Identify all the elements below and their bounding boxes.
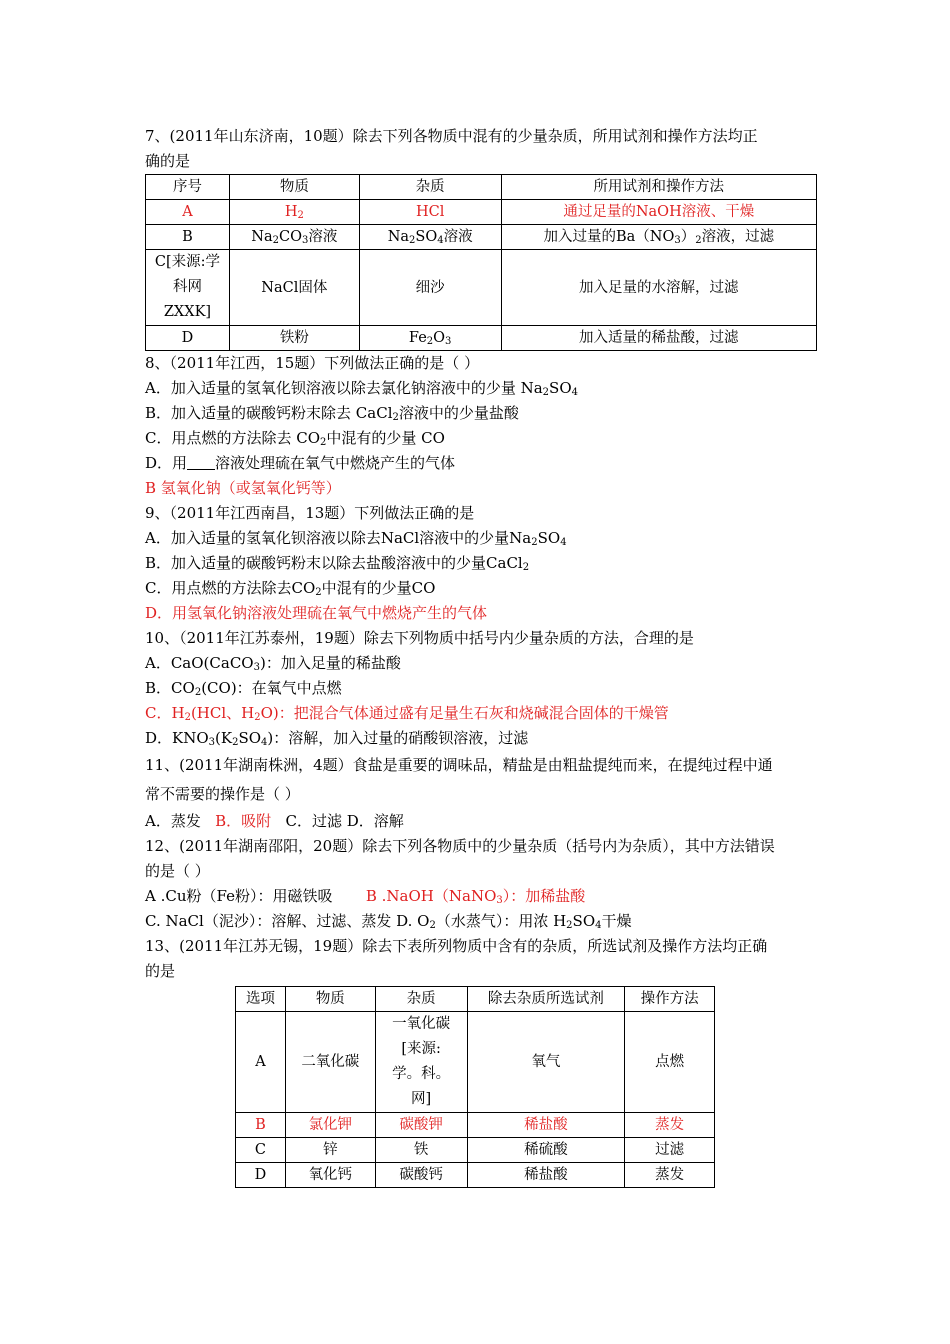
cell-reagent: 氧气 [467, 1012, 625, 1113]
table-header-row [236, 987, 715, 1012]
table-row [236, 1138, 715, 1163]
cell-operation: 蒸发 [625, 1113, 715, 1138]
cell-material: 二氧化碳 [285, 1012, 375, 1113]
q10-stem: 10、（2011年江苏泰州，19题）除去下列物质中括号内少量杂质的方法，合理的是 [145, 629, 694, 647]
header-cell: 杂质 [359, 175, 501, 200]
cell-operation: 点燃 [625, 1012, 715, 1113]
cell-material: NaCl固体 [229, 250, 359, 326]
table-row [146, 225, 817, 250]
cell-id: A [236, 1012, 286, 1113]
header-cell: 除去杂质所选试剂 [467, 987, 625, 1012]
q8-option-b: B．加入适量的碳酸钙粉末除去 CaCl$_2$溶液中的少量盐酸 [145, 404, 519, 423]
cell-reagent: 稀盐酸 [467, 1113, 625, 1138]
cell-impurity: $Na_2SO_4$溶液 [359, 225, 501, 250]
q12-stem-line2: 的是（ ） [145, 862, 210, 880]
cell-operation: 过滤 [625, 1138, 715, 1163]
cell-id: C[来源:学 科网 ZXXK] [146, 250, 230, 326]
cell-material: $Na_2CO_3$溶液 [229, 225, 359, 250]
cell-reagent: 稀硫酸 [467, 1138, 625, 1163]
table-header-row [146, 175, 817, 200]
q13-table [235, 986, 715, 1188]
cell-material: 铁粉 [229, 326, 359, 351]
header-cell: 物质 [285, 987, 375, 1012]
q13-stem-line1: 13、(2011年江苏无锡，19题）除去下表所列物质中含有的杂质，所选试剂及操作方法均正确 [145, 937, 768, 955]
cell-material: 氧化钙 [285, 1163, 375, 1188]
cell-material: 氯化钾 [285, 1113, 375, 1138]
cell-method: 加入过量的$Ba(NO_3)_2$溶液，过滤 [501, 225, 816, 250]
cell-material: $H_2$ [229, 200, 359, 225]
q8-answer: B 氢氧化钠（或氢氧化钙等） [145, 479, 341, 497]
q8-option-d: D．用 溶液处理硫在氧气中燃烧产生的气体 [145, 454, 456, 472]
q11-stem-line1: 11、(2011年湖南株洲，4题）食盐是重要的调味品，精盐是由粗盐提纯而来，在提纯过程中通 [145, 756, 773, 774]
cell-reagent: 稀盐酸 [467, 1163, 625, 1188]
q9-stem: 9、（2011年江西南昌，13题）下列做法正确的是 [145, 504, 475, 522]
q7-stem-line1: 7、(2011年山东济南，10题）除去下列各物质中混有的少量杂质，所用试剂和操作方法均正 [145, 127, 758, 145]
q11-stem-line2: 常不需要的操作是（ ） [145, 785, 300, 803]
table-row [236, 1012, 715, 1113]
header-cell: 物质 [229, 175, 359, 200]
cell-id: B [146, 225, 230, 250]
cell-id: A [146, 200, 230, 225]
cell-impurity: 细沙 [359, 250, 501, 326]
cell-impurity: 碳酸钾 [375, 1113, 467, 1138]
q10-option-a: A．CaO(CaCO$_3$)：加入足量的稀盐酸 [145, 654, 401, 673]
q8-option-a: A．加入适量的氢氧化钡溶液以除去氯化钠溶液中的少量 $Na_2SO_4$ [145, 379, 578, 398]
fill-blank [187, 453, 215, 470]
cell-impurity: 一氧化碳 [来源: 学。科。 网] [375, 1012, 467, 1113]
cell-id: B [236, 1113, 286, 1138]
q10-option-b: B．$CO_2(CO)$：在氧气中点燃 [145, 679, 342, 698]
cell-material: 锌 [285, 1138, 375, 1163]
cell-id: D [146, 326, 230, 351]
cell-id: C [236, 1138, 286, 1163]
q13-stem-line2: 的是 [145, 962, 176, 980]
q7-stem-line2: 确的是 [145, 152, 191, 170]
cell-impurity: $Fe_2O_3$ [359, 326, 501, 351]
header-cell: 杂质 [375, 987, 467, 1012]
document-page [145, 124, 817, 1188]
q10-option-c-answer: C．$H_2(HCl$、$H_2O$)：把混合气体通过盛有足量生石灰和烧碱混合固体的干燥管 [145, 704, 669, 723]
q9-option-c: C．用点燃的方法除去$CO_2$中混有的少量CO [145, 579, 436, 598]
q12-stem-line1: 12、(2011年湖南邵阳，20题）除去下列各物质中的少量杂质（括号内为杂质），其中方法错误 [145, 837, 775, 855]
cell-id: D [236, 1163, 286, 1188]
table-row [146, 250, 817, 326]
q12-options-cd: C. NaCl（泥沙）：溶解、过滤、蒸发 D. $O_2$（水蒸气）：用浓 $H_2SO_4$干燥 [145, 912, 632, 931]
cell-method: 加入足量的水溶解，过滤 [501, 250, 816, 326]
table-row [236, 1163, 715, 1188]
q7-table [145, 174, 817, 351]
q11-answer: B．吸附 [215, 812, 272, 830]
cell-impurity: 碳酸钙 [375, 1163, 467, 1188]
cell-method: 通过足量的NaOH溶液、干燥 [501, 200, 816, 225]
q8-option-c: C．用点燃的方法除去 $CO_2$中混有的少量 CO [145, 429, 445, 448]
header-cell: 序号 [146, 175, 230, 200]
table-row [146, 200, 817, 225]
header-cell: 选项 [236, 987, 286, 1012]
q9-option-a: A．加入适量的氢氧化钡溶液以除去NaCl溶液中的少量$Na_2SO_4$ [145, 529, 567, 548]
q12-answer: B .NaOH（NaNO$_3$）：加稀盐酸 [365, 887, 586, 906]
cell-method: 加入适量的稀盐酸，过滤 [501, 326, 816, 351]
q9-option-b: B．加入适量的碳酸钙粉末以除去盐酸溶液中的少量CaCl$_2$ [145, 554, 530, 573]
q9-option-d-answer: D．用氢氧化钠溶液处理硫在氧气中燃烧产生的气体 [145, 604, 488, 622]
header-cell: 操作方法 [625, 987, 715, 1012]
q8-stem: 8、（2011年江西，15题）下列做法正确的是（ ） [145, 354, 480, 372]
q12-options-ab: A .Cu粉（Fe粉）：用磁铁吸 B .NaOH（NaNO$_3$）：加稀盐酸 [145, 887, 586, 906]
cell-impurity: HCl [359, 200, 501, 225]
table-row [146, 326, 817, 351]
header-cell: 所用试剂和操作方法 [501, 175, 816, 200]
cell-impurity: 铁 [375, 1138, 467, 1163]
cell-operation: 蒸发 [625, 1163, 715, 1188]
q10-option-d: D．$KNO_3(K_2SO_4)$：溶解，加入过量的硝酸钡溶液，过滤 [145, 729, 529, 748]
q11-options: A．蒸发 B．吸附 C．过滤 D．溶解 [145, 812, 404, 830]
table-row [236, 1113, 715, 1138]
